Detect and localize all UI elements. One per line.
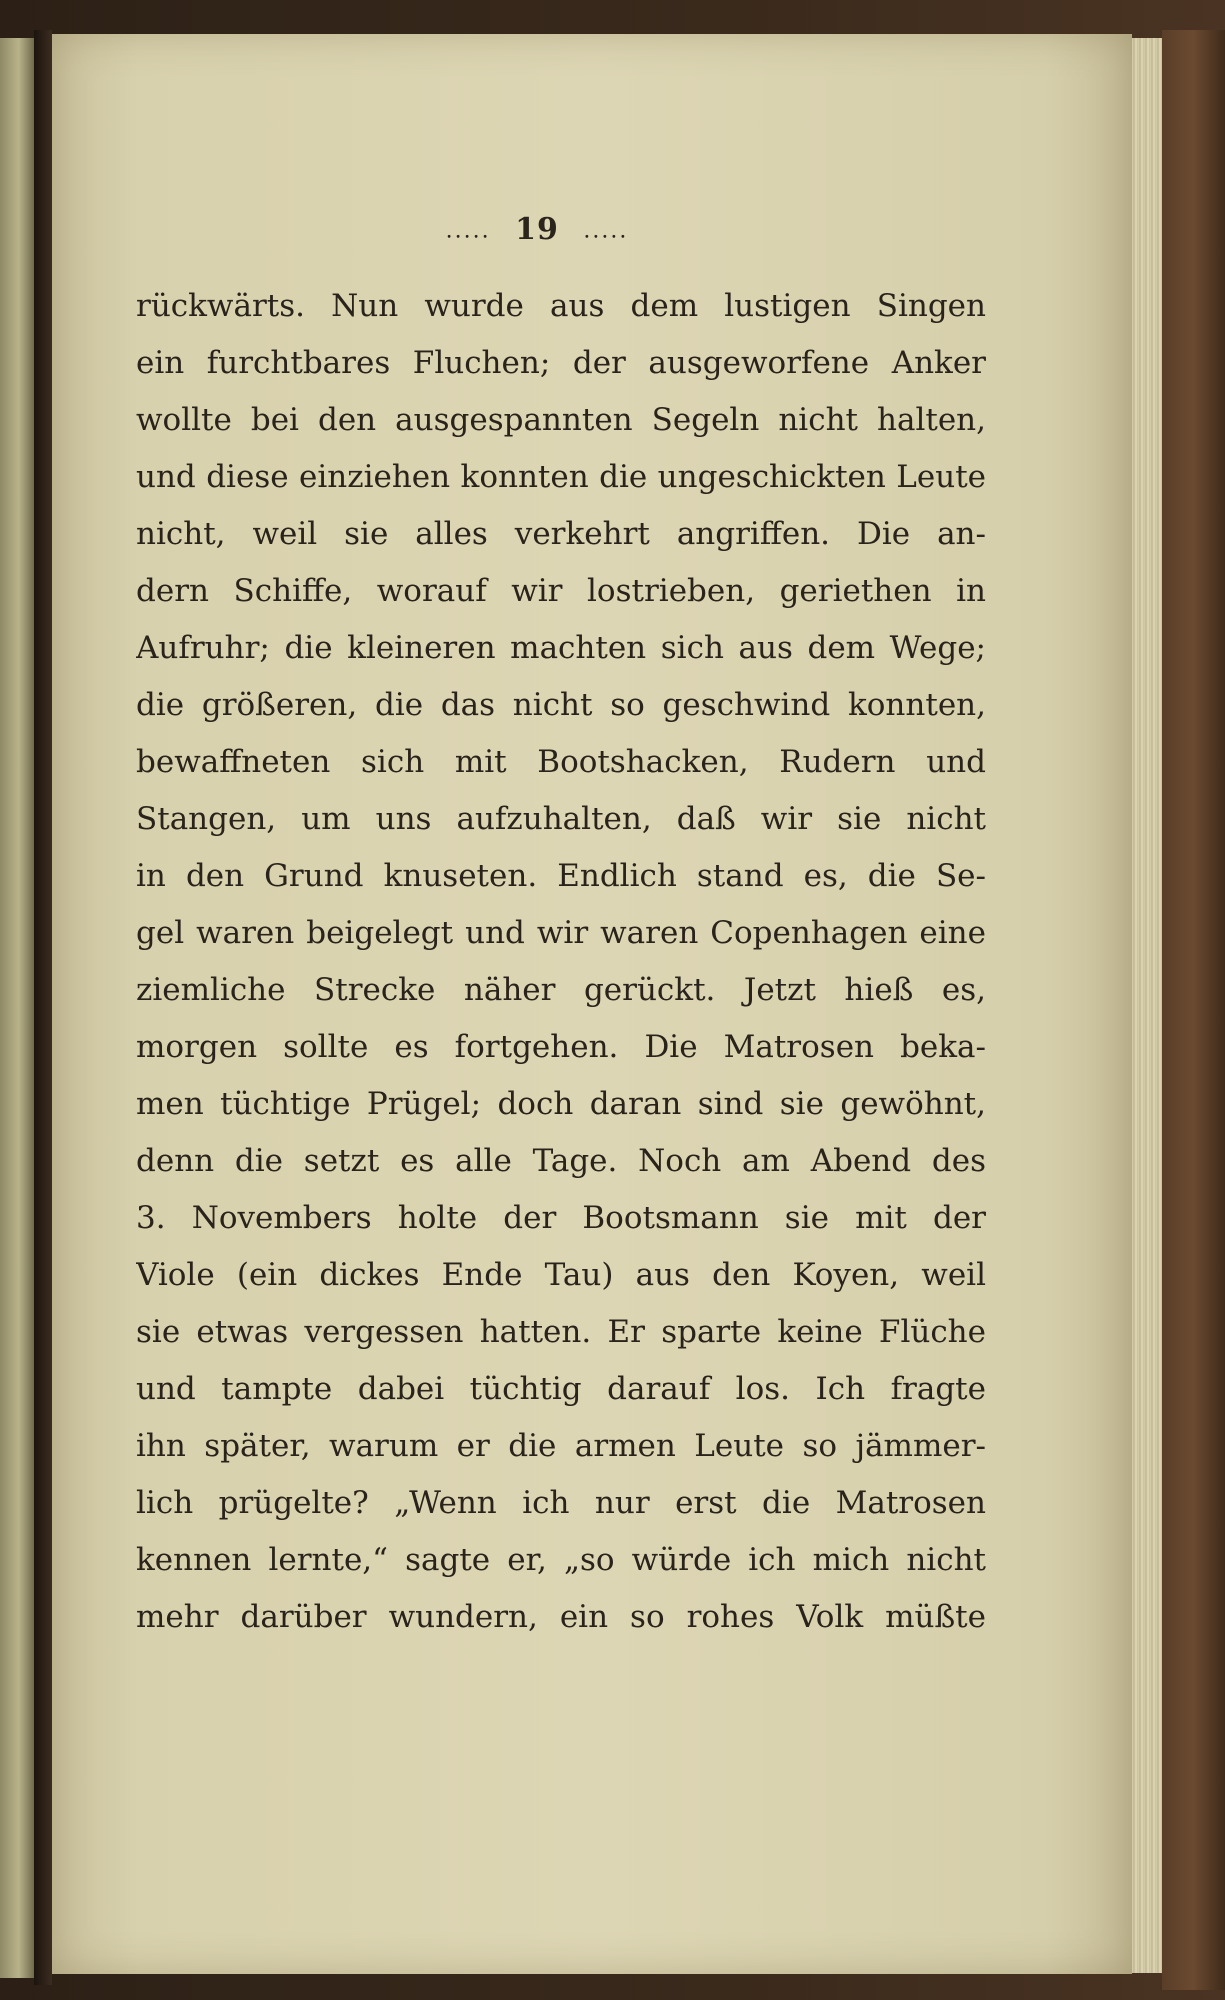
text-line: nicht, weil sie alles verkehrt angriffen. Die an- (136, 516, 986, 552)
text-line: Aufruhr; die kleineren machten sich aus dem Wege; (136, 630, 986, 666)
text-line: wollte bei den ausgespannten Segeln nicht halten, (136, 402, 986, 438)
text-line: bewaffneten sich mit Bootshacken, Rudern und (136, 744, 986, 780)
book-cover-edge (1162, 30, 1225, 1990)
text-line: ein furchtbares Fluchen; der ausgeworfene Anker (136, 345, 986, 381)
text-line: ziemliche Strecke näher gerückt. Jetzt hieß es, (136, 972, 986, 1008)
page-block-edge (1132, 38, 1162, 1973)
text-line: mehr darüber wundern, ein so rohes Volk müßte (136, 1599, 986, 1635)
body-text (136, 278, 986, 1646)
text-line: und tampte dabei tüchtig darauf los. Ich fragte (136, 1371, 986, 1407)
header-dots-left: ..... (445, 218, 491, 244)
text-line: kennen lernte,“ sagte er, „so würde ich mich nicht (136, 1542, 986, 1578)
text-line: lich prügelte? „Wenn ich nur erst die Matrosen (136, 1485, 986, 1521)
text-line: ihn später, warum er die armen Leute so jämmer- (136, 1428, 986, 1464)
text-line: sie etwas vergessen hatten. Er sparte keine Flüche (136, 1314, 986, 1350)
text-line: und diese einziehen konnten die ungeschickten Leute (136, 459, 986, 495)
text-line: denn die setzt es alle Tage. Noch am Abend des (136, 1143, 986, 1179)
text-line: die größeren, die das nicht so geschwind konnten, (136, 687, 986, 723)
text-line: Viole (ein dickes Ende Tau) aus den Koyen, weil (136, 1257, 986, 1293)
text-line: in den Grund knuseten. Endlich stand es, die Se- (136, 858, 986, 894)
text-line: gel waren beigelegt und wir waren Copenhagen eine (136, 915, 986, 951)
text-line: 3. Novembers holte der Bootsmann sie mit der (136, 1200, 986, 1236)
text-line: dern Schiffe, worauf wir lostrieben, geriethen in (136, 573, 986, 609)
previous-page-edge (0, 38, 34, 1978)
book-gutter (34, 30, 52, 1985)
page-number: 19 (515, 212, 559, 247)
text-line: Stangen, um uns aufzuhalten, daß wir sie nicht (136, 801, 986, 837)
page-header (52, 212, 1022, 247)
text-line: morgen sollte es fortgehen. Die Matrosen beka- (136, 1029, 986, 1065)
text-line: men tüchtige Prügel; doch daran sind sie gewöhnt, (136, 1086, 986, 1122)
header-dots-right: ..... (583, 218, 629, 244)
text-line: rückwärts. Nun wurde aus dem lustigen Singen (136, 288, 986, 324)
